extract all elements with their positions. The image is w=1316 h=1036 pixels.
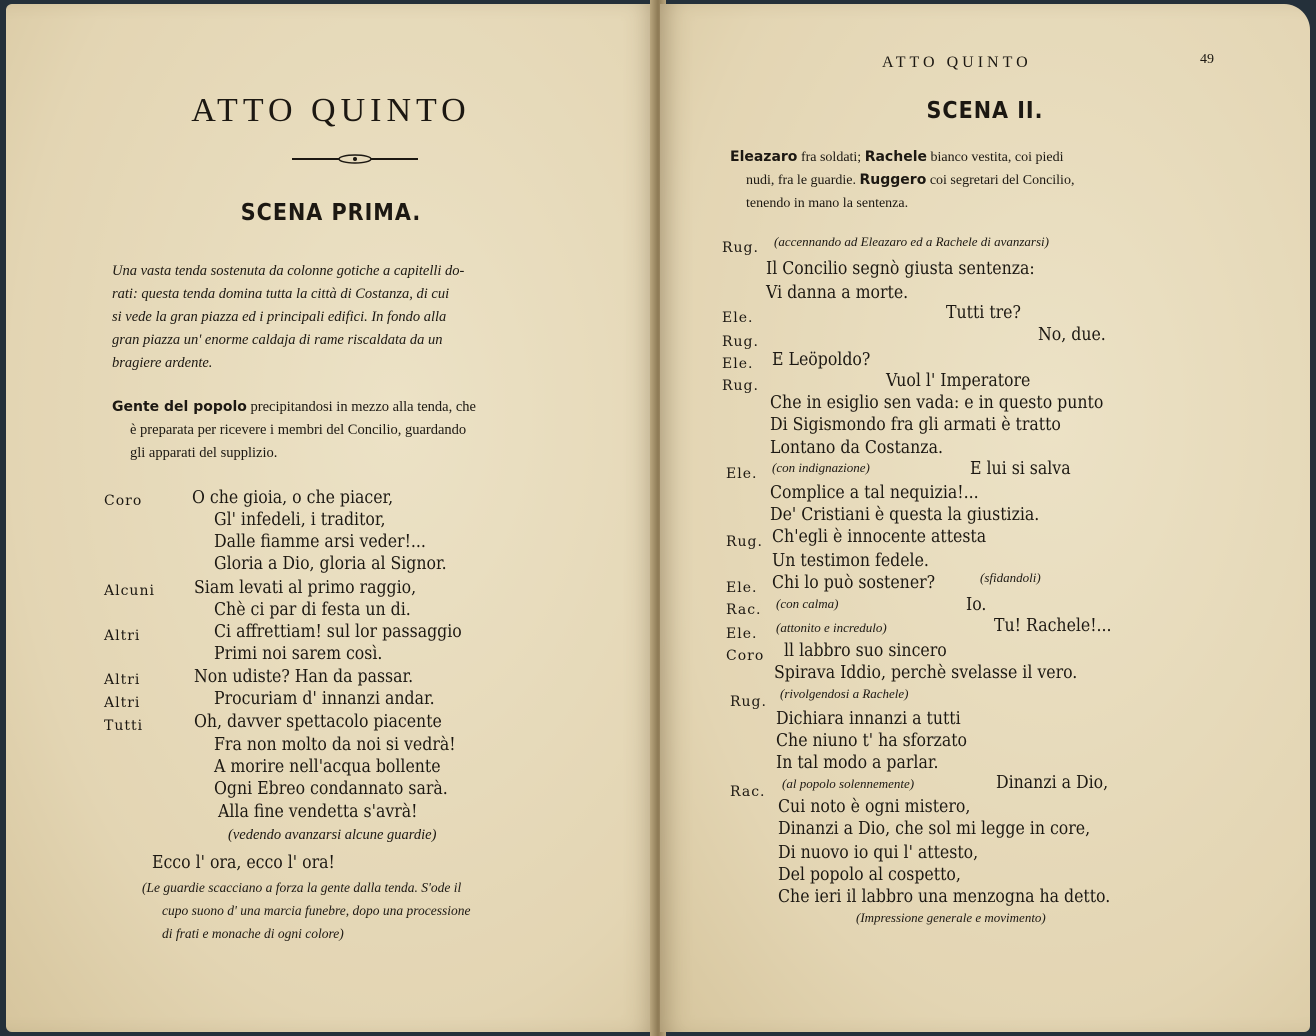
cast-text: coi segretari del Concilio, bbox=[926, 173, 1075, 188]
setting-description bbox=[112, 260, 602, 375]
cast-text: bianco vestita, coi piedi bbox=[927, 150, 1064, 165]
speaker-label: Tutti bbox=[104, 718, 144, 734]
stage-direction: (con indignazione) bbox=[772, 460, 870, 475]
speaker-label: Altri bbox=[104, 695, 141, 711]
speaker-label: Ele. bbox=[726, 466, 758, 482]
speaker-label: Ele. bbox=[722, 310, 754, 326]
stage-line: di frati e monache di ogni colore) bbox=[162, 926, 344, 941]
verse-line: O che gioia, o che piacer, bbox=[192, 488, 394, 508]
verse-line: Dinanzi a Dio, bbox=[996, 773, 1109, 793]
scene-title: SCENA II. bbox=[926, 98, 1044, 124]
stage-direction: (al popolo solennemente) bbox=[782, 776, 915, 791]
verse-line: Alla fine vendetta s'avrà! bbox=[218, 802, 418, 822]
verse-line: Primi noi sarem così. bbox=[214, 644, 383, 664]
verse-line: Un testimon fedele. bbox=[772, 551, 929, 571]
speaker-name: Gente del popolo bbox=[112, 399, 247, 415]
ornament-divider bbox=[292, 154, 418, 164]
verse-line: Che in esiglio sen vada: e in questo punto bbox=[770, 393, 1104, 413]
verse-line: Tutti tre? bbox=[946, 303, 1021, 323]
verse-line: Ogni Ebreo condannato sarà. bbox=[214, 779, 448, 799]
verse-line: Dalle fiamme arsi veder!... bbox=[214, 532, 426, 552]
verse-line: Gl' infedeli, i traditor, bbox=[214, 510, 386, 530]
stage-direction: (vedendo avanzarsi alcune guardie) bbox=[228, 827, 437, 843]
verse-line: Ch'egli è innocente attesta bbox=[772, 527, 987, 547]
verse-line: In tal modo a parlar. bbox=[776, 753, 939, 773]
speaker-label: Ele. bbox=[726, 626, 758, 642]
setting-line: gran piazza un' enorme caldaja di rame riscaldata da un bbox=[112, 332, 443, 348]
verse-line: Cui noto è ogni mistero, bbox=[778, 797, 971, 817]
character-name: Eleazaro bbox=[730, 149, 798, 165]
verse-line: Dinanzi a Dio, che sol mi legge in core, bbox=[778, 819, 1091, 839]
speaker-label: Coro bbox=[104, 493, 143, 509]
verse-line: Che niuno t' ha sforzato bbox=[776, 731, 967, 751]
speaker-label: Altri bbox=[104, 672, 141, 688]
verse-line: Chi lo può sostener? bbox=[772, 573, 936, 593]
setting-line: Una vasta tenda sostenuta da colonne gotiche a capitelli do- bbox=[112, 263, 465, 279]
verse-line: No, due. bbox=[1038, 325, 1106, 345]
verse-line: Gloria a Dio, gloria al Signor. bbox=[214, 554, 447, 574]
stage-line: cupo suono d' una marcia funebre, dopo una processione bbox=[162, 903, 471, 918]
verse-line: Siam levati al primo raggio, bbox=[194, 578, 417, 598]
cast-description bbox=[730, 146, 1230, 215]
verse-line: Lontano da Costanza. bbox=[770, 438, 943, 458]
scene-description bbox=[112, 396, 607, 465]
speaker-label: Rug. bbox=[730, 694, 767, 710]
stage-direction: (attonito e incredulo) bbox=[776, 620, 887, 635]
verse-line: Il Concilio segnò giusta sentenza: bbox=[766, 259, 1035, 279]
verse-line: Che ieri il labbro una menzogna ha detto. bbox=[778, 887, 1111, 907]
stage-direction: (accennando ad Eleazaro ed a Rachele di avanzarsi) bbox=[774, 234, 1049, 249]
verse-line: Non udiste? Han da passar. bbox=[194, 667, 414, 687]
speaker-label: Rug. bbox=[726, 534, 763, 550]
verse-line: Spirava Iddio, perchè svelasse il vero. bbox=[774, 663, 1078, 683]
stage-direction: (rivolgendosi a Rachele) bbox=[780, 686, 909, 701]
page-number: 49 bbox=[1200, 52, 1214, 67]
speaker-label: Ele. bbox=[722, 356, 754, 372]
cast-text: nudi, fra le guardie. bbox=[746, 173, 860, 188]
cast-text: fra soldati; bbox=[797, 150, 865, 165]
verse-line: Oh, davver spettacolo piacente bbox=[194, 712, 442, 732]
scene-title: SCENA PRIMA. bbox=[240, 200, 422, 226]
character-name: Ruggero bbox=[859, 172, 927, 188]
stage-direction: (sfidandoli) bbox=[980, 570, 1041, 585]
speaker-label: Coro bbox=[726, 648, 765, 664]
speaker-label: Rac. bbox=[726, 602, 762, 618]
speaker-label: Rug. bbox=[722, 378, 759, 394]
desc-line: è preparata per ricevere i membri del Concilio, guardando bbox=[130, 422, 467, 438]
speaker-label: Rug. bbox=[722, 334, 759, 350]
verse-line: Vuol l' Imperatore bbox=[886, 371, 1031, 391]
right-page bbox=[660, 4, 1310, 1032]
stage-direction: (Impressione generale e movimento) bbox=[856, 910, 1046, 925]
speaker-label: Rac. bbox=[730, 784, 766, 800]
stage-direction: (con calma) bbox=[776, 596, 839, 611]
stage-direction bbox=[142, 876, 622, 945]
verse-line: A morire nell'acqua bollente bbox=[214, 757, 441, 777]
verse-line: E lui si salva bbox=[970, 459, 1071, 479]
verse-line: Ecco l' ora, ecco l' ora! bbox=[152, 853, 335, 873]
verse-line: Dichiara innanzi a tutti bbox=[776, 709, 961, 729]
verse-line: De' Cristiani è questa la giustizia. bbox=[770, 505, 1040, 525]
setting-line: rati: questa tenda domina tutta la città di Costanza, di cui bbox=[112, 286, 450, 302]
verse-line: Complice a tal nequizia!... bbox=[770, 483, 979, 503]
character-name: Rachele bbox=[864, 149, 927, 165]
cast-text: tenendo in mano la sentenza. bbox=[746, 196, 909, 211]
verse-line: Procuriam d' innanzi andar. bbox=[214, 689, 435, 709]
verse-line: Del popolo al cospetto, bbox=[778, 865, 961, 885]
verse-line: Chè ci par di festa un di. bbox=[214, 600, 411, 620]
stage-line: (Le guardie scacciano a forza la gente dalla tenda. S'ode il bbox=[142, 880, 462, 895]
speaker-label: Alcuni bbox=[104, 583, 155, 599]
verse-line: ll labbro suo sincero bbox=[784, 641, 947, 661]
verse-line: Di Sigismondo fra gli armati è tratto bbox=[770, 415, 1061, 435]
setting-line: bragiere ardente. bbox=[112, 355, 213, 371]
desc-line: precipitandosi in mezzo alla tenda, che bbox=[246, 399, 476, 415]
verse-line: Vi danna a morte. bbox=[766, 283, 909, 303]
running-head: ATTO QUINTO bbox=[882, 54, 1032, 71]
verse-line: Io. bbox=[966, 595, 987, 615]
verse-line: Ci affrettiam! sul lor passaggio bbox=[214, 622, 462, 642]
speaker-label: Rug. bbox=[722, 240, 759, 256]
verse-line: Fra non molto da noi si vedrà! bbox=[214, 735, 456, 755]
desc-line: gli apparati del supplizio. bbox=[130, 445, 278, 461]
left-page bbox=[6, 4, 656, 1032]
speaker-label: Altri bbox=[104, 628, 141, 644]
setting-line: si vede la gran piazza ed i principali edifici. In fondo alla bbox=[112, 309, 447, 325]
verse-line: Di nuovo io qui l' attesto, bbox=[778, 843, 979, 863]
speaker-label: Ele. bbox=[726, 580, 758, 596]
act-title: ATTO QUINTO bbox=[191, 92, 471, 129]
verse-line: E Leöpoldo? bbox=[772, 350, 871, 370]
verse-line: Tu! Rachele!... bbox=[994, 616, 1112, 636]
